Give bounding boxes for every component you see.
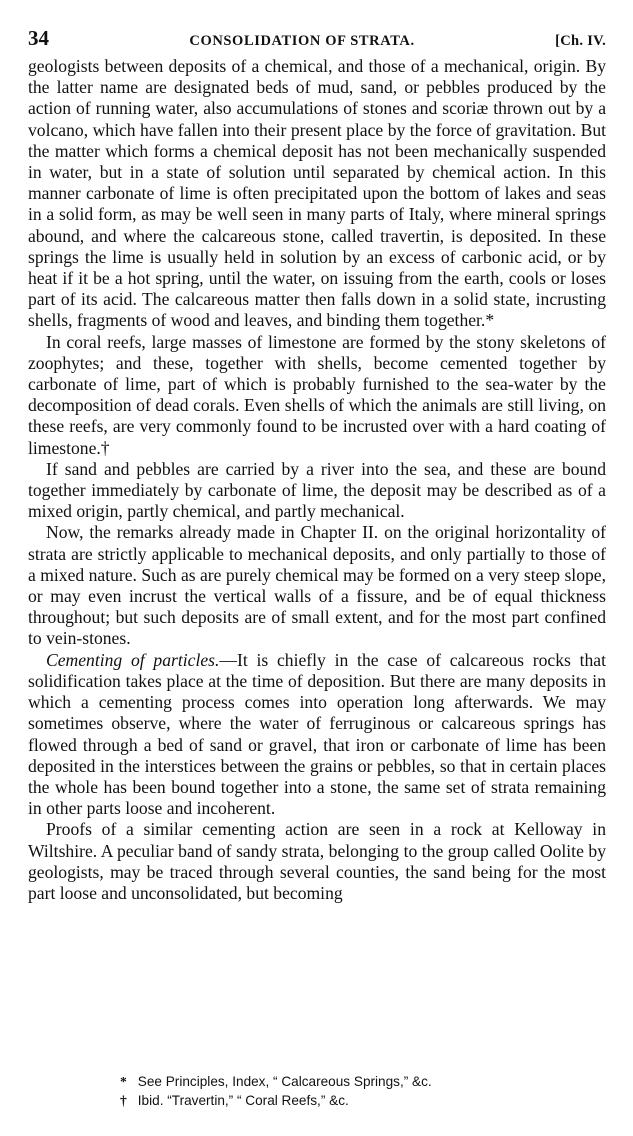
- sidehead-dash: —: [219, 649, 237, 670]
- book-page: [28, 26, 606, 904]
- page-header: [28, 26, 606, 50]
- paragraph-cementing-text: It is chiefly in the case of calcareous rocks that solidification takes place at the time of deposition. But there are many deposits in which a cementing process comes into operation long afterwards. We may sometimes observe, where the water of ferruginous or calcareous springs has flowed through a bed of sand or gravel, that iron or carbonate of lime has been deposited in the interstices between the grains or pebbles, so that in certain places the whole has been bound together into a stone, the same set of strata remaining in other parts loose and incoherent.: [28, 649, 606, 819]
- paragraph-coral-reefs: In coral reefs, large masses of limestone are formed by the stony skeletons of zoophytes; and these, together with shells, become cemented together by carbonate of lime, part of which is probably furnished to the sea-water by the decomposition of dead corals. Even shells of which the animals are still living, on these reefs, are very commonly found to be incrusted over with a hard coating of limestone.†: [28, 331, 606, 458]
- footnote-mark: *: [120, 1074, 127, 1089]
- body-text: [28, 56, 606, 904]
- paragraph-cementing: [28, 650, 606, 820]
- footnote-text: Ibid. “Travertin,” “ Coral Reefs,” &c.: [137, 1093, 349, 1108]
- paragraph-kelloway: Proofs of a similar cementing action are seen in a rock at Kelloway in Wiltshire. A peculiar band of sandy strata, belonging to the group called Oolite by geologists, may be traced through several counties, the sand being for the most part loose and unconsolidated, but becoming: [28, 819, 606, 903]
- paragraph-continued: geologists between deposits of a chemical, and those of a mechanical, origin. By the latter name are designated beds of mud, sand, or pebbles produced by the action of running water, also accumulations of stones and scoriæ thrown out by a volcano, which have fallen into their present place by the force of gravitation. But the matter which forms a chemical deposit has not been mechanically suspended in water, but in a state of solution until separated by chemical action. In this manner carbonate of lime is often precipitated upon the bottom of lakes and seas in a solid form, as may be well seen in many parts of Italy, where mineral springs abound, and where the calcareous stone, called travertin, is deposited. In these springs the lime is usually held in solution by an excess of carbonic acid, or by heat if it be a hot spring, until the water, on issuing from the earth, cools or loses part of its acid. The calcareous matter then falls down in a solid state, incrusting shells, fragments of wood and leaves, and binding them together.*: [28, 56, 606, 331]
- running-head: CONSOLIDATION OF STRATA.: [189, 33, 415, 49]
- paragraph-mixed-origin: If sand and pebbles are carried by a river into the sea, and these are bound together immediately by carbonate of lime, the deposit may be described as of a mixed origin, partly chemical, and partly mechanical.: [28, 458, 606, 522]
- chapter-reference: [Ch. IV.: [555, 33, 606, 49]
- section-sidehead: Cementing of particles.: [46, 649, 220, 670]
- footnote-1: [120, 1072, 580, 1091]
- footnote-mark: †: [120, 1093, 127, 1108]
- footnotes: [120, 1072, 580, 1110]
- paragraph-horizontality: Now, the remarks already made in Chapter II. on the original horizontality of strata are strictly applicable to mechanical deposits, and only partially to those of a mixed nature. Such as are purely chemical may be formed on a very steep slope, or may even incrust the vertical walls of a fissure, and be of equal thickness throughout; but such deposits are of small extent, and for the most part confined to vein-stones.: [28, 522, 606, 649]
- footnote-text: See Principles, Index, “ Calcareous Springs,” &c.: [137, 1074, 432, 1089]
- footnote-2: [120, 1091, 580, 1110]
- page-number: 34: [28, 26, 49, 50]
